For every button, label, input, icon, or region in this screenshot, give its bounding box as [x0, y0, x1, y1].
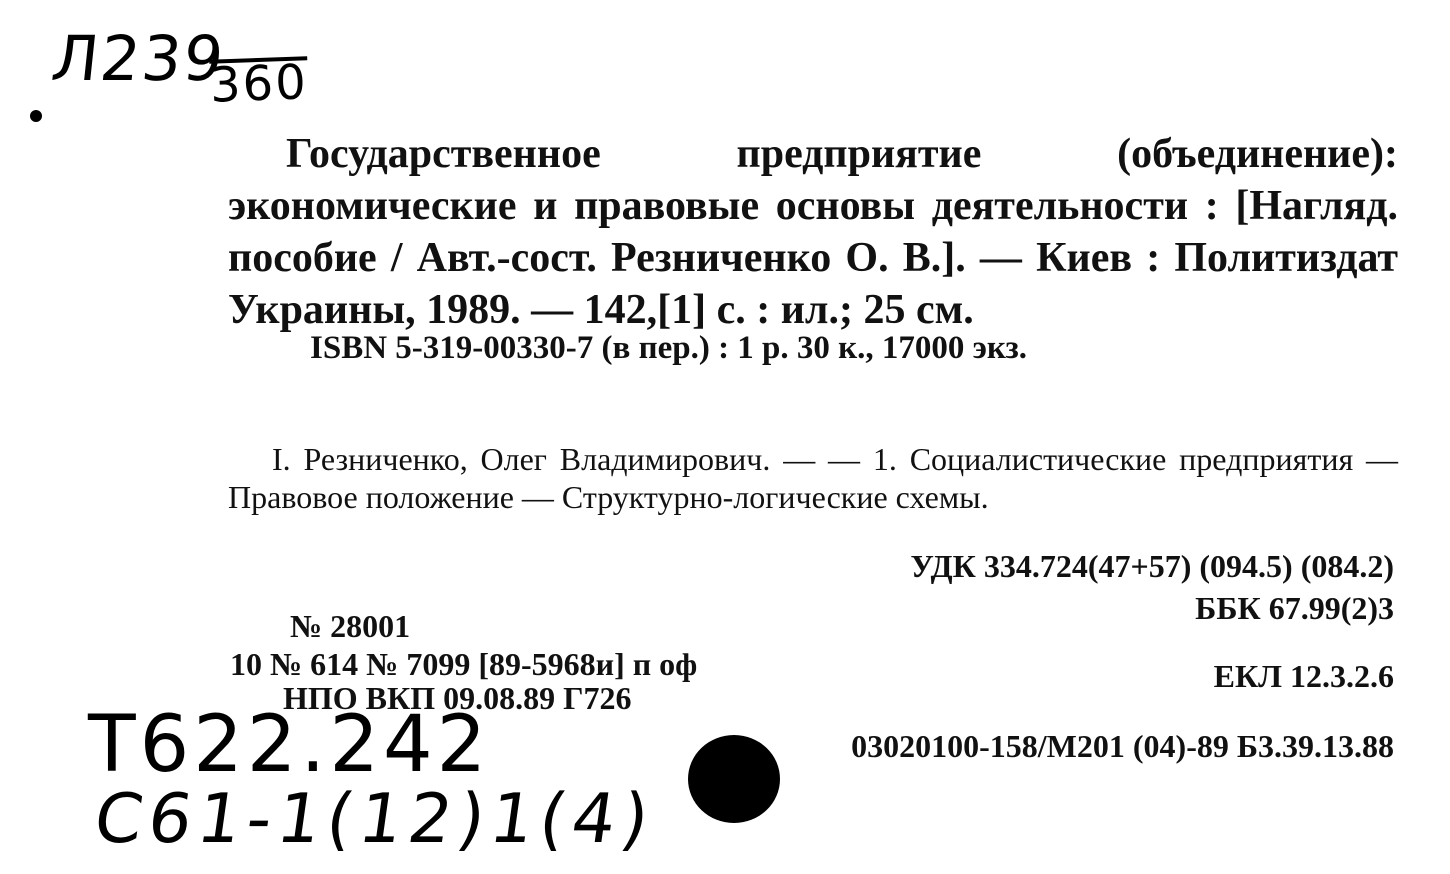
subject-headings: I. Резниченко, Олег Владимирович. — — 1. Социалистические предприятия — Правовое положение — Структурно-логические схемы.	[228, 441, 1398, 515]
udk-code: УДК 334.724(47+57) (094.5) (084.2)	[910, 548, 1394, 584]
classification-code: 03020100-158/М201 (04)-89 Б3.39.13.88	[851, 728, 1394, 764]
handwritten-index-1: Т622.242	[88, 700, 491, 790]
punch-hole	[688, 735, 780, 823]
card-number: № 28001	[290, 608, 411, 644]
bibliographic-description: Государственное предприятие (объединение): экономические и правовые основы деятельности : [Нагляд. пособие / Авт.-сост. Резниченко О. В.]. — Киев : Политиздат Украины, 1989. — 142,[1] с. : ил.; 25 см.	[228, 131, 1398, 333]
publisher-line: 10 № 614 № 7099 [89-5968и] п оф	[230, 646, 698, 682]
handwritten-shelfmark-sub: 360	[209, 54, 309, 114]
isbn-line: ISBN 5-319-00330-7 (в пер.) : 1 р. 30 к., 17000 экз.	[310, 330, 1028, 366]
handwritten-shelfmark: Л239	[48, 22, 229, 95]
ekl-code: ЕКЛ 12.3.2.6	[1213, 658, 1394, 694]
bbk-code: ББК 67.99(2)3	[1195, 590, 1394, 626]
handwritten-index-2: С61-1(12)1(4)	[89, 780, 660, 859]
ink-dot	[30, 110, 42, 122]
npo-line: НПО ВКП 09.08.89 Г726	[283, 680, 632, 716]
